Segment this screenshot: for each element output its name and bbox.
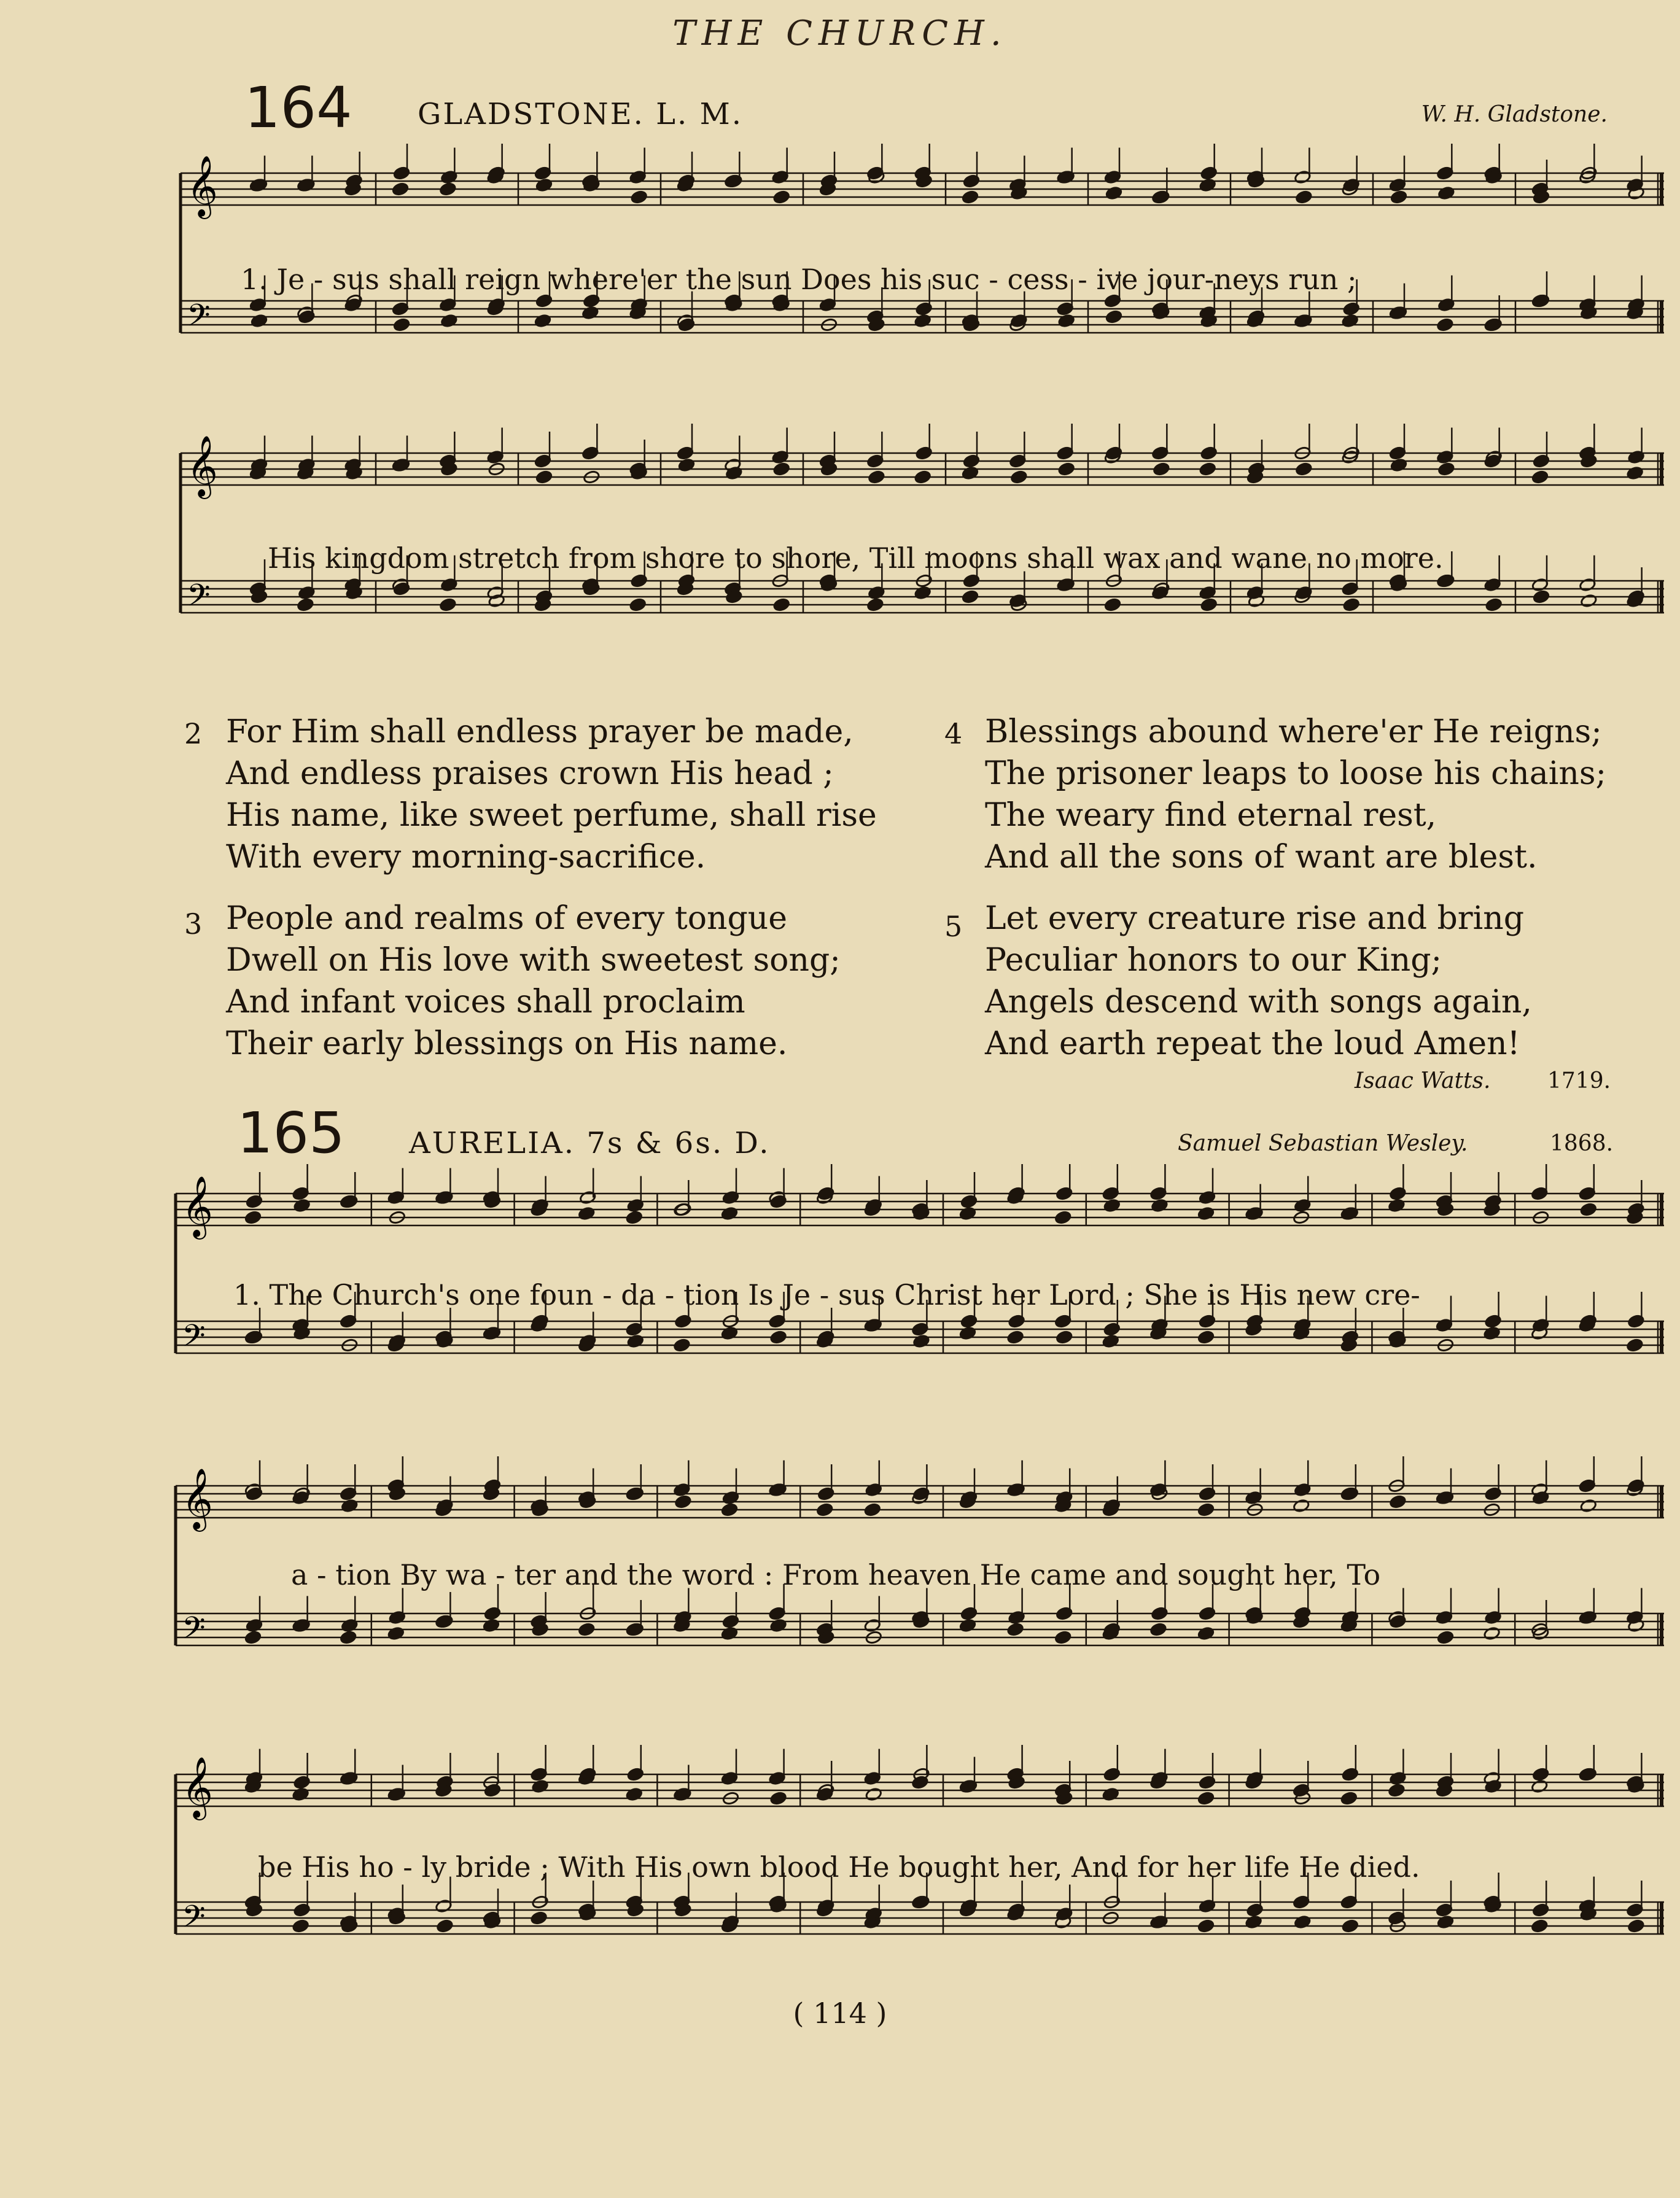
note-head (488, 594, 505, 608)
note-head (292, 1787, 309, 1801)
note-head (1437, 1630, 1454, 1644)
note-head (1199, 178, 1216, 192)
stanza-4-line-3: The weary find eternal rest, (985, 797, 1437, 834)
bass-clef-icon: 𝄢 (182, 1318, 206, 1361)
note-head (1484, 1626, 1501, 1641)
note-head (1388, 1198, 1405, 1213)
hymn-164-number: 164 (244, 75, 352, 141)
note-head (914, 470, 931, 484)
note-head (1054, 1630, 1071, 1644)
note-head (773, 190, 790, 204)
note-head (297, 597, 314, 612)
note-head (531, 1911, 548, 1925)
note-head (627, 1334, 644, 1348)
stanza-5-number: 5 (944, 910, 963, 943)
note-head (866, 597, 884, 612)
note-head (1295, 462, 1312, 476)
bass-clef-icon: 𝄢 (187, 578, 211, 621)
note-head (770, 1330, 787, 1344)
note-head (912, 1334, 930, 1348)
note-head (578, 1622, 595, 1636)
stanza-5-line-1: Let every creature rise and bring (985, 900, 1525, 937)
note-head (678, 458, 695, 472)
stanza-3-line-2: Dwell on His love with sweetest song; (226, 942, 841, 979)
note-head (1103, 1198, 1121, 1213)
note-head (484, 1783, 501, 1797)
note-head (439, 597, 456, 612)
note-head (294, 1198, 311, 1213)
note-head (770, 1791, 787, 1805)
stanza-2-line-4: With every morning-sacrifice. (226, 839, 706, 876)
note-head (1580, 594, 1597, 608)
stanza-3-line-1: People and realms of every tongue (226, 900, 788, 937)
note-head (578, 1206, 595, 1221)
note-head (1153, 462, 1170, 476)
stanza-4-line-4: And all the sons of want are blest. (985, 839, 1538, 876)
note-head (1343, 597, 1360, 612)
note-head (1580, 1202, 1597, 1216)
note-head (1104, 597, 1121, 612)
note-head (864, 1502, 881, 1516)
stanza-2-line-2: And endless praises crown His head ; (226, 755, 834, 792)
note-head (1342, 1919, 1359, 1933)
note-head (392, 182, 409, 196)
hymn-164-author: Isaac Watts. (1355, 1068, 1491, 1093)
note-head (914, 586, 931, 600)
stanza-4-line-1: Blessings abound where'er He reigns; (985, 713, 1602, 750)
note-head (1437, 462, 1455, 476)
note-head (1436, 317, 1453, 332)
note-head (341, 1499, 358, 1513)
stanza-4-number: 4 (944, 717, 963, 750)
note-head (439, 182, 456, 196)
note-head (1531, 1919, 1548, 1933)
note-head (626, 1787, 643, 1801)
note-head (292, 1919, 309, 1933)
note-head (1058, 314, 1075, 328)
note-head (534, 314, 551, 328)
note-head (1197, 1206, 1215, 1221)
note-head (1531, 470, 1549, 484)
note-head (393, 317, 410, 332)
note-head (1389, 1494, 1406, 1509)
stanza-2-line-3: His name, like sweet perfume, shall rise (226, 797, 877, 834)
note-head (1197, 1626, 1215, 1641)
note-head (1388, 1783, 1405, 1797)
hymn-165-lyric-line-2: a - tion By wa - ter and the word : From heaven He came and sought her, To (291, 1558, 1381, 1591)
bass-clef-icon: 𝄢 (182, 1610, 206, 1653)
note-head (1197, 1330, 1215, 1344)
note-head (721, 1206, 738, 1221)
note-head (816, 1502, 833, 1516)
note-head (535, 178, 553, 192)
note-head (1531, 1779, 1548, 1793)
hymn-164-lyric-line-1: 1. Je - sus shall reign where'er the sun Does his suc - cess - ive jour-neys run ; (241, 263, 1357, 296)
note-head (631, 190, 648, 204)
note-head (959, 1326, 976, 1340)
note-head (1105, 309, 1122, 324)
note-head (1484, 1326, 1501, 1340)
note-head (1105, 186, 1122, 200)
note-head (1056, 1330, 1073, 1344)
note-head (1058, 462, 1075, 476)
note-head (581, 306, 599, 320)
note-head (1294, 1915, 1311, 1929)
hymn-165-lyric-line-3: be His ho - ly bride ; With His own blood He bought her, And for her life He died. (258, 1850, 1420, 1884)
note-head (1533, 589, 1550, 604)
note-head (1295, 190, 1312, 204)
stanza-5-line-4: And earth repeat the loud Amen! (985, 1025, 1520, 1062)
note-head (1342, 314, 1359, 328)
note-head (1627, 466, 1644, 480)
note-head (532, 1779, 549, 1793)
note-head (1293, 1499, 1310, 1513)
note-head (773, 597, 790, 612)
note-head (962, 190, 979, 204)
note-head (962, 466, 979, 480)
note-head (1627, 1919, 1644, 1933)
note-head (1010, 470, 1027, 484)
note-head (1200, 597, 1218, 612)
note-head (721, 1626, 738, 1641)
note-head (1199, 462, 1216, 476)
note-head (440, 314, 457, 328)
note-head (629, 597, 647, 612)
note-head (959, 1618, 976, 1633)
note-head (1340, 1791, 1358, 1805)
note-head (483, 1618, 500, 1633)
note-head (626, 1210, 643, 1224)
treble-clef-icon: 𝄞 (182, 1757, 213, 1818)
note-head (770, 1618, 787, 1633)
note-head (1390, 190, 1407, 204)
note-head (1390, 458, 1407, 472)
note-head (1532, 1491, 1549, 1505)
note-head (721, 1502, 738, 1516)
page-number: ( 114 ) (793, 1997, 887, 2030)
note-head (535, 470, 553, 484)
stanza-3-line-4: Their early blessings on His name. (226, 1025, 788, 1062)
note-head (1102, 1334, 1119, 1348)
note-head (436, 1919, 453, 1933)
hymn-165-composer: Samuel Sebastian Wesley. (1178, 1131, 1468, 1156)
note-head (244, 1210, 262, 1224)
hymn-165-number: 165 (237, 1100, 345, 1166)
stanza-5-line-3: Angels descend with songs again, (985, 984, 1532, 1020)
note-head (1054, 1210, 1071, 1224)
note-head (1197, 1791, 1215, 1805)
note-head (387, 1626, 405, 1641)
note-head (1102, 1787, 1119, 1801)
stanza-3-number: 3 (184, 907, 203, 941)
note-head (1580, 1499, 1597, 1513)
hymn-164-author-year: 1719. (1547, 1068, 1611, 1093)
stanza-5-line-2: Peculiar honors to our King; (985, 942, 1442, 979)
note-head (244, 1630, 262, 1644)
hymn-165-tune: AURELIA. 7s & 6s. D. (409, 1126, 771, 1160)
note-head (1485, 597, 1503, 612)
note-head (1007, 1622, 1024, 1636)
treble-clef-icon: 𝄞 (187, 435, 218, 497)
note-head (1245, 1915, 1262, 1929)
note-head (868, 470, 885, 484)
hymn-164-composer: W. H. Gladstone. (1421, 102, 1608, 127)
note-head (773, 462, 790, 476)
note-head (914, 314, 931, 328)
treble-clef-icon: 𝄞 (182, 1176, 213, 1237)
running-head: THE CHURCH. (672, 14, 1008, 53)
note-head (1151, 1198, 1168, 1213)
stanza-4-line-2: The prisoner leaps to loose his chains; (985, 755, 1607, 792)
stanza-2-line-1: For Him shall endless prayer be made, (226, 713, 854, 750)
hymn-165-lyric-line-1: 1. The Church's one foun - da - tion Is Je - sus Christ her Lord ; She is His new cre- (233, 1278, 1420, 1311)
note-head (251, 314, 268, 328)
note-head (721, 1326, 738, 1340)
note-head (1149, 1622, 1167, 1636)
note-head (674, 1494, 691, 1509)
note-head (1437, 1915, 1454, 1929)
note-head (1626, 1338, 1643, 1352)
stanza-3-line-3: And infant voices shall proclaim (226, 984, 745, 1020)
note-head (725, 466, 742, 480)
stanza-2-number: 2 (184, 717, 203, 750)
note-head (1197, 1919, 1215, 1933)
bass-clef-icon: 𝄢 (187, 298, 211, 341)
note-head (1485, 1779, 1502, 1793)
note-head (1197, 1502, 1215, 1516)
note-head (962, 589, 979, 604)
bass-clef-icon: 𝄢 (182, 1899, 206, 1942)
note-head (959, 1206, 976, 1221)
note-head (1437, 186, 1455, 200)
note-head (673, 1338, 690, 1352)
note-head (340, 1630, 357, 1644)
hymn-164-tune: GLADSTONE. L. M. (418, 97, 743, 131)
hymn-164-lyric-line-2: His kingdom stretch from shore to shore, Till moons shall wax and wane no more. (268, 542, 1444, 575)
note-head (1007, 1330, 1024, 1344)
note-head (865, 1787, 882, 1801)
treble-clef-icon: 𝄞 (182, 1468, 213, 1529)
treble-clef-icon: 𝄞 (187, 155, 218, 217)
hymn-165-composer-year: 1868. (1550, 1131, 1614, 1156)
